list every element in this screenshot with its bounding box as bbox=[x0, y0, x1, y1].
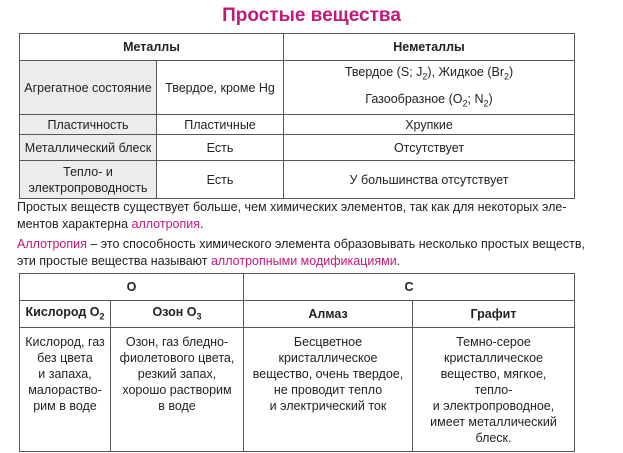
allotropes-table bbox=[19, 273, 575, 452]
graphite-desc: Темно-серое кристаллическое вещество, мягкое, тепло- и электропроводное, имеет металлический блеск. bbox=[413, 328, 575, 452]
carbon-group-header: C bbox=[244, 274, 575, 301]
nonmetal-luster: Отсутствует bbox=[284, 135, 575, 161]
nonmetal-state: Твердое (S; $J_2$), Жидкое $(Br_2)$ Газообразное ($O_2$; $N_2$) bbox=[284, 61, 575, 115]
metal-plasticity: Пластичные bbox=[157, 115, 284, 135]
term-allotropy: аллотропия bbox=[131, 217, 201, 231]
paragraph-allotropy: Простых веществ существует больше, чем химических элементов, так как для некоторых эле- ментов характерна аллотропия. bbox=[17, 200, 567, 231]
metal-luster: Есть bbox=[157, 135, 284, 161]
page-title: Простые вещества bbox=[222, 5, 401, 26]
paragraph-definition: Аллотропия – это способность химического элемента образовывать несколько простых веществ, эти простые вещества называют аллотропными модификациями. bbox=[17, 237, 585, 268]
ozone-header: Озон $O_3$ bbox=[111, 301, 244, 328]
nonmetal-plasticity: Хрупкие bbox=[284, 115, 575, 135]
metal-state: Твердое, кроме Hg bbox=[157, 61, 284, 115]
term-modifications: аллотропными модификациями bbox=[210, 254, 397, 268]
metals-nonmetals-table bbox=[19, 33, 575, 199]
diamond-header: Алмаз bbox=[244, 301, 413, 328]
nonmetals-header: Неметаллы bbox=[284, 34, 575, 61]
prop-plasticity: Пластичность bbox=[20, 115, 157, 135]
oxygen-group-header: O bbox=[20, 274, 244, 301]
metal-conductivity: Есть bbox=[157, 161, 284, 199]
prop-state: Агрегатное состояние bbox=[20, 61, 157, 115]
term-allotropy-def: Аллотропия bbox=[17, 237, 87, 251]
diamond-desc: Бесцветное кристаллическое вещество, очень твердое, не проводит тепло и электрический ток bbox=[244, 328, 413, 452]
metals-header: Металлы bbox=[20, 34, 284, 61]
nonmetal-conductivity: У большинства отсутствует bbox=[284, 161, 575, 199]
prop-luster: Металлический блеск bbox=[20, 135, 157, 161]
prop-conductivity: Тепло- и электропроводность bbox=[20, 161, 157, 199]
oxygen-desc: Кислород, газ без цвета и запаха, малораство- рим в воде bbox=[20, 328, 111, 452]
ozone-desc: Озон, газ бледно- фиолетового цвета, резкий запах, хорошо растворим в воде bbox=[111, 328, 244, 452]
oxygen-header: Кислород $O_2$ bbox=[20, 301, 111, 328]
graphite-header: Графит bbox=[413, 301, 575, 328]
